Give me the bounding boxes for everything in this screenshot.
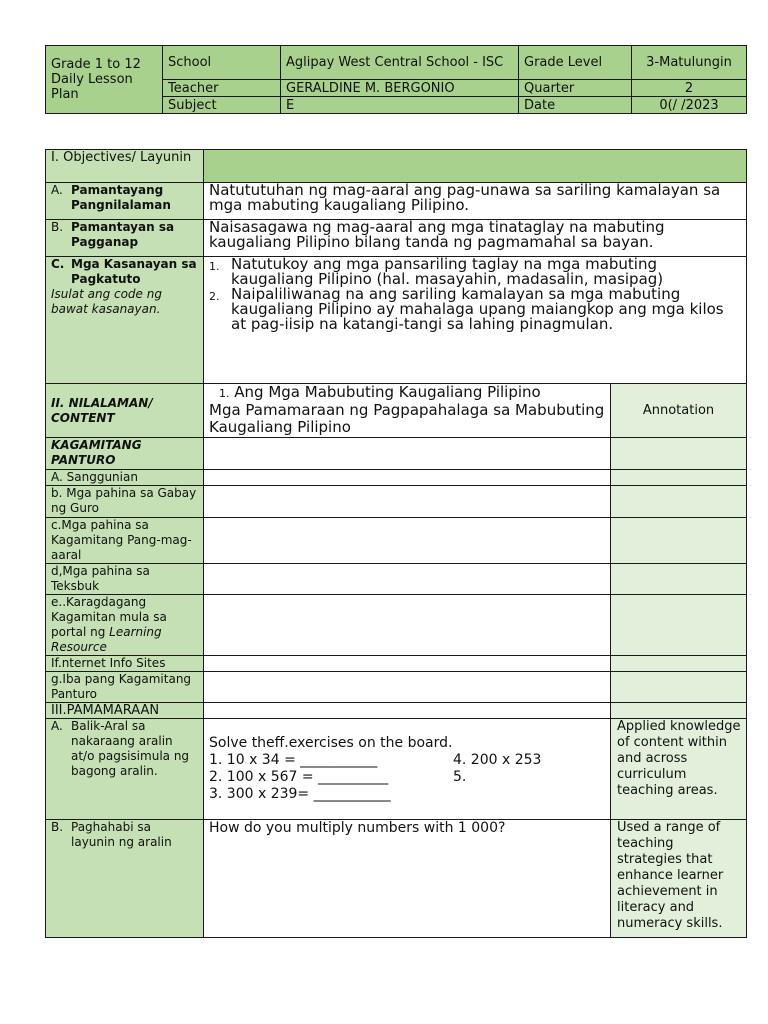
school-value: Aglipay West Central School - ISC xyxy=(281,46,519,80)
exercise-2: 2. 100 x 567 = __________ xyxy=(209,769,389,785)
procedure-a-letter: A. xyxy=(51,719,63,733)
objective-c-letter: C. xyxy=(51,257,65,271)
resource-e-annotation xyxy=(611,595,747,656)
content-cell xyxy=(204,384,611,438)
resource-a-content xyxy=(204,470,611,486)
grade-level-value: 3-Matulungin xyxy=(632,46,747,80)
procedure-b-content: How do you multiply numbers with 1 000? xyxy=(204,820,611,938)
resource-b-content xyxy=(204,486,611,518)
procedure-b-label-cell xyxy=(46,820,204,938)
resources-title: KAGAMITANG PANTURO xyxy=(46,438,204,470)
quarter-value: 2 xyxy=(632,80,747,97)
resource-d-content xyxy=(204,564,611,595)
objective-b-text: Naisasagawa ng mag-aaral ang mga tinataglay na mabuting kaugaliang Pilipino bilang tanda ng pagmamahal sa bayan. xyxy=(204,220,747,257)
objective-c-note: Isulat ang code ng bawat kasanayan. xyxy=(51,287,162,316)
date-label: Date xyxy=(519,97,632,114)
plan-label: Grade 1 to 12 Daily Lesson Plan xyxy=(46,46,163,114)
subject-value: E xyxy=(281,97,519,114)
resource-g-label: g.Iba pang Kagamitang Panturo xyxy=(46,672,204,703)
objective-a-label-cell xyxy=(46,183,204,220)
teacher-value: GERALDINE M. BERGONIO xyxy=(281,80,519,97)
grade-level-label: Grade Level xyxy=(519,46,632,80)
objectives-title-fill xyxy=(204,150,747,183)
resource-d-annotation xyxy=(611,564,747,595)
list-item xyxy=(209,257,741,287)
procedure-b-label: Paghahabi sa layunin ng aralin xyxy=(71,820,172,849)
list-item-text: Naipaliliwanag na ang sariling kamalayan sa mga mabuting kaugaliang Pilipino ay mahalaga upang maiangkop ang mga kilos at pag-iisip na katangi-tangi sa lahing pinagmulan. xyxy=(231,285,724,333)
list-item xyxy=(209,287,741,332)
procedure-a-intro: Solve theff.exercises on the board. xyxy=(209,735,453,751)
resource-e-label xyxy=(46,595,204,656)
list-item-number: 1. xyxy=(209,260,220,273)
resource-f-label: If.nternet Info Sites xyxy=(46,656,204,672)
objective-b-letter: B. xyxy=(51,220,64,234)
procedure-a-content xyxy=(204,719,611,820)
list-item-text: Natutukoy ang mga pansariling taglay na mga mabuting kaugaliang Pilipino (hal. masayahin, madasalin, masipag) xyxy=(231,256,664,288)
school-label: School xyxy=(163,46,281,80)
objectives-title: I. Objectives/ Layunin xyxy=(46,150,204,183)
content-item-number: 1. xyxy=(219,387,230,400)
objective-c-label: Mga Kasanayan sa Pagkatuto xyxy=(71,257,197,286)
header-table xyxy=(45,45,747,114)
resource-g-annotation xyxy=(611,672,747,703)
objective-c-label-cell xyxy=(46,257,204,384)
procedure-a-annotation: Applied knowledge of content within and across curriculum teaching areas. xyxy=(611,719,747,820)
resource-b-annotation xyxy=(611,486,747,518)
exercise-4: 4. 200 x 253 xyxy=(453,752,542,768)
content-item-text-2: Mga Pamamaraan ng Pagpapahalaga sa Mabubuting Kaugaliang Pilipino xyxy=(209,401,605,436)
resource-b-label: b. Mga pahina sa Gabay ng Guro xyxy=(46,486,204,518)
objective-a-label: Pamantayang Pangnilalaman xyxy=(71,183,171,212)
quarter-label: Quarter xyxy=(519,80,632,97)
resource-a-annotation xyxy=(611,470,747,486)
objective-c-items xyxy=(204,257,747,384)
resource-e-italic: Learning Resource xyxy=(51,625,162,654)
resource-d-label: d,Mga pahina sa Teksbuk xyxy=(46,564,204,595)
resource-c-label: c.Mga pahina sa Kagamitang Pang-mag-aaral xyxy=(46,518,204,564)
objective-a-letter: A. xyxy=(51,183,63,197)
resource-a-label: A. Sanggunian xyxy=(46,470,204,486)
teacher-label: Teacher xyxy=(163,80,281,97)
subject-label: Subject xyxy=(163,97,281,114)
procedures-title-annotation xyxy=(611,703,747,719)
resource-f-content xyxy=(204,656,611,672)
resource-f-annotation xyxy=(611,656,747,672)
procedure-a-label: Balik-Aral sa nakaraang aralin at/o pagsisimula ng bagong aralin. xyxy=(71,719,190,778)
objective-b-label: Pamantayan sa Pagganap xyxy=(71,220,175,249)
resources-title-annotation xyxy=(611,438,747,470)
exercise-5: 5. xyxy=(453,769,467,785)
exercise-3: 3. 300 x 239= ___________ xyxy=(209,786,391,802)
list-item-number: 2. xyxy=(209,290,220,303)
resource-e-text: e..Karagdagang Kagamitan mula sa portal ng xyxy=(51,595,167,639)
objective-a-text: Natututuhan ng mag-aaral ang pag-unawa sa sariling kamalayan sa mga mabuting kaugaliang Pilipino. xyxy=(204,183,747,220)
procedure-b-letter: B. xyxy=(51,820,64,834)
annotation-header: Annotation xyxy=(611,384,747,438)
lesson-plan-table xyxy=(45,149,747,938)
exercise-1: 1. 10 x 34 = ___________ xyxy=(209,752,378,768)
resources-title-content xyxy=(204,438,611,470)
resource-g-content xyxy=(204,672,611,703)
content-label: II. NILALAMAN/ CONTENT xyxy=(46,384,204,438)
procedures-title-content xyxy=(204,703,611,719)
resource-c-content xyxy=(204,518,611,564)
procedure-b-annotation: Used a range of teaching strategies that enhance learner achievement in literacy and numeracy skills. xyxy=(611,820,747,938)
content-item-text: Ang Mga Mabubuting Kaugaliang Pilipino xyxy=(234,383,541,401)
objective-b-label-cell xyxy=(46,220,204,257)
procedures-title: III.PAMAMARAAN xyxy=(46,703,204,719)
procedure-a-label-cell xyxy=(46,719,204,820)
resource-c-annotation xyxy=(611,518,747,564)
resource-e-content xyxy=(204,595,611,656)
date-value: 0(/ /2023 xyxy=(632,97,747,114)
